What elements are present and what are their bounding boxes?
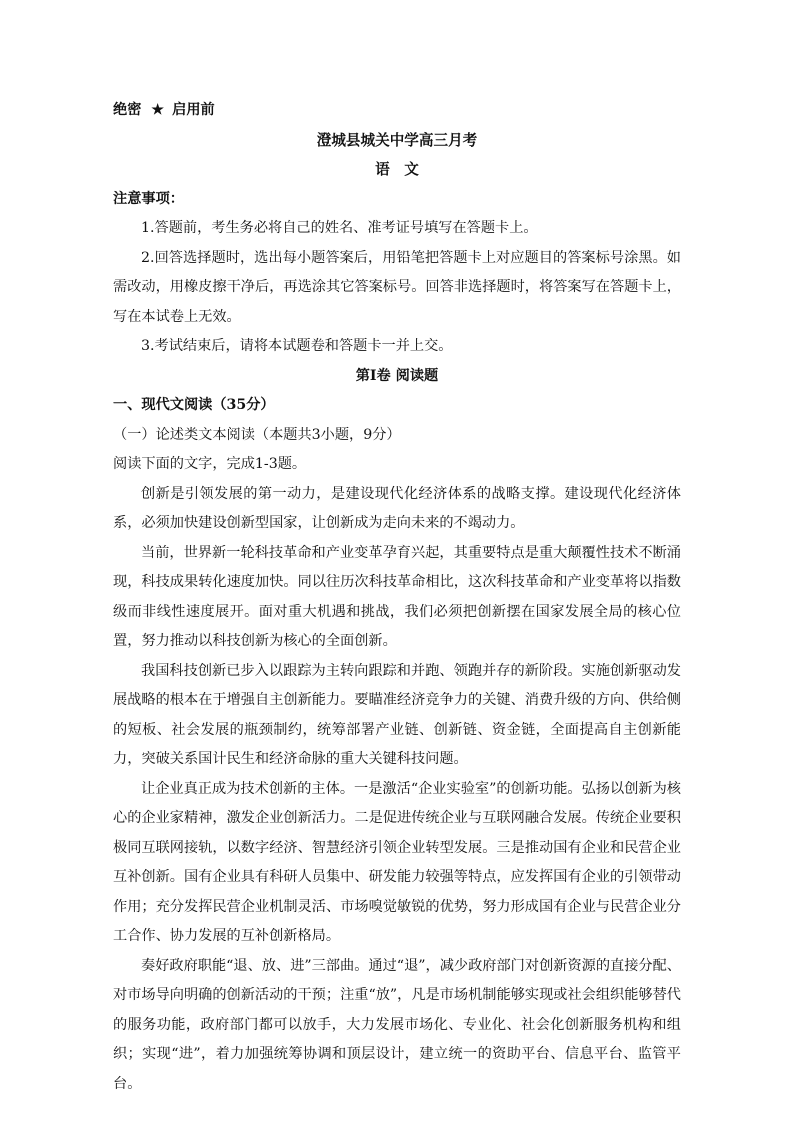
subsection-title: （一）论述类文本阅读（本题共3小题，9分）	[113, 426, 401, 443]
exam-title: 澄城县城关中学高三月考	[316, 131, 478, 149]
volume-title: 第Ⅰ卷 阅读题	[355, 367, 439, 384]
passage-paragraph-2: 当前，世界新一轮科技革命和产业变革孕育兴起，其重要特点是重大颠覆性技术不断涌现，科技成果转化速度加快。同以往历次科技革命相比，这次科技革命和产业变革将以指数级而非线性速度展开。面对重大机遇和挑战，我们必须把创新摆在国家发展全局的核心位置，努力推动以科技创新为核心的全面创新。	[113, 544, 681, 649]
notice-item-2: 2.回答选择题时，选出每小题答案后，用铅笔把答题卡上对应题目的答案标号涂黑。如需改动，用橡皮擦干净后，再选涂其它答案标号。回答非选择题时，将答案写在答题卡上，写在本试卷上无效。	[113, 249, 681, 325]
star-icon: ★	[151, 102, 165, 118]
passage-paragraph-1: 创新是引领发展的第一动力，是建设现代化经济体系的战略支撑。建设现代化经济体系，必须加快建设创新型国家，让创新成为走向未来的不竭动力。	[113, 485, 681, 531]
reading-instruction: 阅读下面的文字，完成1-3题。	[113, 456, 307, 472]
notice-heading: 注意事项：	[113, 190, 184, 207]
before-use-label: 启用前	[172, 102, 215, 118]
section-title: 一、现代文阅读（35分）	[113, 397, 275, 413]
passage-paragraph-3: 我国科技创新已步入以跟踪为主转向跟踪和并跑、领跑并存的新阶段。实施创新驱动发展战略的根本在于增强自主创新能力。要瞄准经济竞争力的关键、消费升级的方向、供给侧的短板、社会发展的瓶颈制约，统筹部署产业链、创新链、资金链，全面提高自主创新能力，突破关系国计民生和经济命脉的重大关键科技问题。	[113, 662, 681, 767]
passage-paragraph-4: 让企业真正成为技术创新的主体。一是激活“企业实验室”的创新功能。弘扬以创新为核心的企业家精神，激发企业创新活力。二是促进传统企业与互联网融合发展。传统企业要积极同互联网接轨，以数字经济、智慧经济引领企业转型发展。三是推动国有企业和民营企业互补创新。国有企业具有科研人员集中、研发能力较强等特点，应发挥国有企业的引领带动作用；充分发挥民营企业机制灵活、市场嗅觉敏锐的优势，努力形成国有企业与民营企业分工合作、协力发展的互补创新格局。	[113, 780, 681, 944]
exam-page	[113, 96, 681, 1099]
passage-paragraph-5: 奏好政府职能“退、放、进”三部曲。通过“退”，减少政府部门对创新资源的直接分配、对市场导向明确的创新活动的干预；注重“放”，凡是市场机制能够实现或社会组织能够替代的服务功能，政府部门都可以放手，大力发展市场化、专业化、社会化创新服务机构和组织；实现“进”，着力加强统筹协调和顶层设计，建立统一的资助平台、信息平台、监管平台。	[113, 957, 681, 1092]
notice-item-3: 3.考试结束后，请将本试题卷和答题卡一并上交。	[141, 338, 453, 354]
confidential-header	[113, 96, 681, 126]
secret-label: 绝密	[113, 102, 142, 118]
notice-item-1: 1.答题前，考生务必将自己的姓名、准考证号填写在答题卡上。	[141, 220, 538, 236]
subject-title: 语 文	[375, 161, 419, 178]
